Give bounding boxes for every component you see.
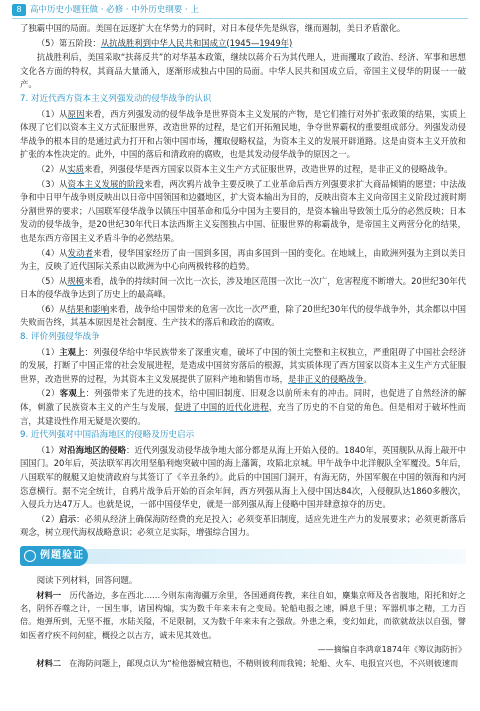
point-7-6 — [20, 303, 466, 330]
heading-9: 9. 近代列强对中国沿海地区的侵略及历史启示 — [20, 430, 195, 441]
point-key: 客观上 — [59, 388, 86, 399]
point-text: 来看，战争给中国带来的危害一次比一次严重，除了20世纪30年代的侵华战争外，其余都以中国失败而告终，其基本原因是社会制度、生产技术的落后和政治的腐败。 — [20, 303, 466, 328]
point-lead: （2） — [36, 388, 60, 399]
point-text: 来看，西方列强发动的侵华战争是世界资本主义发展的产物，是它们推行对外扩张政策的结果，实质上体现了它们以资本主义方式征服世界，改造世界的过程，是它们开拓殖民地，争夺世界霸权的重要组成部分。列强发动侵华战争的根本目的是通过武力打开和占领中国市场，攫取侵略权益，为资本主义的发展开辟道路。这是由资本主义开放和扩张的本性决定的。此外，中国的落后和清政府的腐败，也是其发动侵华战争的原因之一。 — [20, 108, 467, 160]
point-end: ，充当了历史的不自觉的角色。但是相对于破坏性而言，其建设性作用无疑是次要的。 — [20, 402, 467, 426]
point-text: ：列强带来了先进的技术，给中国旧制度、旧观念以前所未有的冲击。同时，也促进了自然经济的解体，刺激了民族资本主义的产生与发展， — [20, 388, 466, 413]
example-section-banner — [20, 546, 466, 570]
point-lead: （6）从 — [36, 303, 68, 314]
point-lead: （3）从 — [36, 178, 68, 189]
point-text: 来看，战争的持续时间一次比一次长，涉及地区范围一次比一次广，危害程度不断增大。20世纪30年代日本的侵华战争达到了历史上的最高峰。 — [20, 275, 466, 300]
point-8-1 — [20, 346, 466, 387]
point-lead: （1）从 — [36, 108, 68, 119]
paragraph: 抗战胜利后，美国采取“扶蒋反共”的对华基本政策，继续以蒋介石为其代理人，进而攫取了政治、经济、军事和思想文化各方面的特权，其商品大量涌入，逐渐形成独占中国的局面。中华人民共和国成立后，帝国主义侵华的阴谋一一破产。 — [20, 52, 466, 90]
point-conclusion: 促进了中国的近代化进程 — [174, 402, 269, 413]
point-key: 主观上 — [59, 346, 85, 357]
banner-badge — [20, 546, 88, 566]
point-text: ：近代列强发动侵华战争地大部分都是从海上开始入侵的。1840年，英国舰队从海上敲开中国国门。20年后，英法联军再次用坚船利炮突破中国的海上藩篱，攻陷北京城。甲午战争中北洋舰队全军覆没。5年后，八国联军的舰艇又迫使清政府与其签订了《辛丑条约》。此后的中国国门洞开，有海无防，外国军舰在中国的领海和内河恣意横行。据不完全统计，自鸦片战争后开始的百余年间，西方列强从海上入侵中国达84次，入侵舰队达1860多艘次，入侵兵力达47万人。也就是说，一部中国侵华史，就是一部列强从海上侵略中国并肆意掠夺的历史。 — [20, 444, 467, 510]
check-circle-icon — [24, 550, 36, 562]
point-8-2 — [20, 387, 466, 428]
point-9-1 — [20, 444, 466, 512]
point-key: 实质 — [67, 163, 85, 174]
material-text: 历代备边，多在西北……今则东南海疆万余里，各国通商传教，来往自如，麇集京师及各省腹地，阳托和好之名，阴怀吞噬之计，一国生事，诸国构煽，实为数千年来未有之变局。轮船电报之速，瞬息千里；军器机事之精，工力百倍。炮弹所到，无坚不摧，水陆关隘，不足限制，又为数千年来未有之强敌。外患之乘，变幻如此，而欲就故法以自强，譬如医者疗疾不问何症，概投之以古方，诚未见其效也。 — [20, 589, 466, 640]
material-label: 材料二 — [36, 658, 61, 669]
material-two — [20, 657, 466, 670]
main-content — [20, 22, 466, 672]
point-7-4 — [20, 247, 466, 274]
point-key: 结果和影响 — [67, 303, 110, 314]
point-key: 规模 — [67, 275, 85, 286]
header-divider — [12, 18, 468, 19]
point-lead: （4）从 — [36, 247, 68, 258]
point-key: 对沿海地区的侵略 — [58, 444, 127, 455]
point-lead: （2） — [36, 513, 60, 524]
point-7-1 — [20, 108, 466, 162]
heading-8: 8. 评价列强侵华战争 — [20, 332, 100, 343]
page-header — [0, 0, 480, 20]
section-title: 例题验证 — [40, 549, 84, 561]
point-7-3 — [20, 178, 466, 246]
paragraph: 了独霸中国的局面。美国在远逐扩大在华势力的同时，对日本侵华先是纵容，继而遏制，美日矛盾激化。 — [20, 23, 406, 33]
question-intro: 阅读下列材料，回答问题。 — [36, 574, 138, 585]
point-conclusion: 是非正义的侵略战争 — [288, 373, 364, 384]
point-text: 来看，侵华国家经历了由一国到多国，再由多国到一国的变化。在地域上，由欧洲列强为主到以美日为主，反映了近代国际关系由以欧洲为中心向两极转移的趋势。 — [20, 247, 467, 272]
page-number: 8 — [12, 4, 26, 16]
heading-7: 7. 对近代西方资本主义列强发动的侵华战争的认识 — [20, 93, 212, 104]
stage-five-range: 从抗战胜利到中华人民共和国成立(1945—1949年) — [100, 37, 293, 48]
material-one — [20, 589, 466, 643]
point-lead: （1） — [36, 444, 59, 455]
point-lead: （1） — [36, 346, 60, 357]
point-7-2 — [20, 163, 466, 177]
point-key: 发动者 — [67, 247, 94, 258]
point-key: 资本主义发展的阶段 — [67, 178, 144, 189]
point-key: 启示 — [59, 513, 77, 524]
point-lead: （5）从 — [36, 275, 68, 286]
point-lead: （2）从 — [36, 163, 68, 174]
material-label: 材料一 — [36, 589, 62, 600]
point-9-2 — [20, 513, 466, 540]
material-text: 在海防问题上，邮现点认为“检他器械宜精也，不精则彼利而我钝；轮船、火车、电报宜兴也，不兴则彼速而 — [69, 658, 459, 669]
point-text: 来看，两次鸦片战争主要反映了工业革命后西方列强要求扩大商品倾销的愿望；中法战争和中日甲午战争则反映出以日帝中国领国和边疆地区，扩大资本输出为目的，反映出资本主义向帝国主义阶段过渡时期分割世界的要求；八国联军侵华战争以镇压中国革命和瓜分中国为主要目的，是资本输出导致领土瓜分的必然反映；日本发动的侵华战争，是20世纪30年代日本法西斯主义妄图独占中国、征服世界的称霸战争，是帝国主义两营分化的结果，也是东西方帝国主义矛盾斗争的必然结果。 — [20, 178, 466, 243]
point-text: 来看，列强侵华是西方国家以资本主义生产方式征服世界，改造世界的过程，是非正义的侵略战争。 — [84, 163, 453, 174]
point-key: 原因 — [67, 108, 85, 119]
book-title: 高中历史小题狂做 · 必修 · 中外历史纲要 · 上 — [30, 5, 199, 15]
material-source: ——摘编自李鸿章1874年《筹议海防折》 — [317, 645, 466, 655]
point-7-5 — [20, 275, 466, 302]
point-end: 。 — [363, 373, 372, 384]
stage-five-lead: （5）第五阶段： — [36, 37, 101, 48]
stage-five — [20, 37, 466, 51]
point-text: ：列强侵华给中华民族带来了深重灾难，破坏了中国的领土完整和主权独立，严重阻碍了中国社会经济的发展，打断了中国正常的社会发展进程，是造成中国贫穷落后的根源，其实质体现了西方国家以资本主义生产方式征服世界，改造世界的过程，为其资本主义发展提供了原料产地和销售市场， — [20, 346, 466, 384]
point-text: ：必须从经济上确保海防经费的充足投入；必须变革旧制度，适应先进生产力的发展要求；必须更新落后观念，树立现代海权战略意识；必须立足实际，增强综合国力。 — [20, 513, 467, 538]
